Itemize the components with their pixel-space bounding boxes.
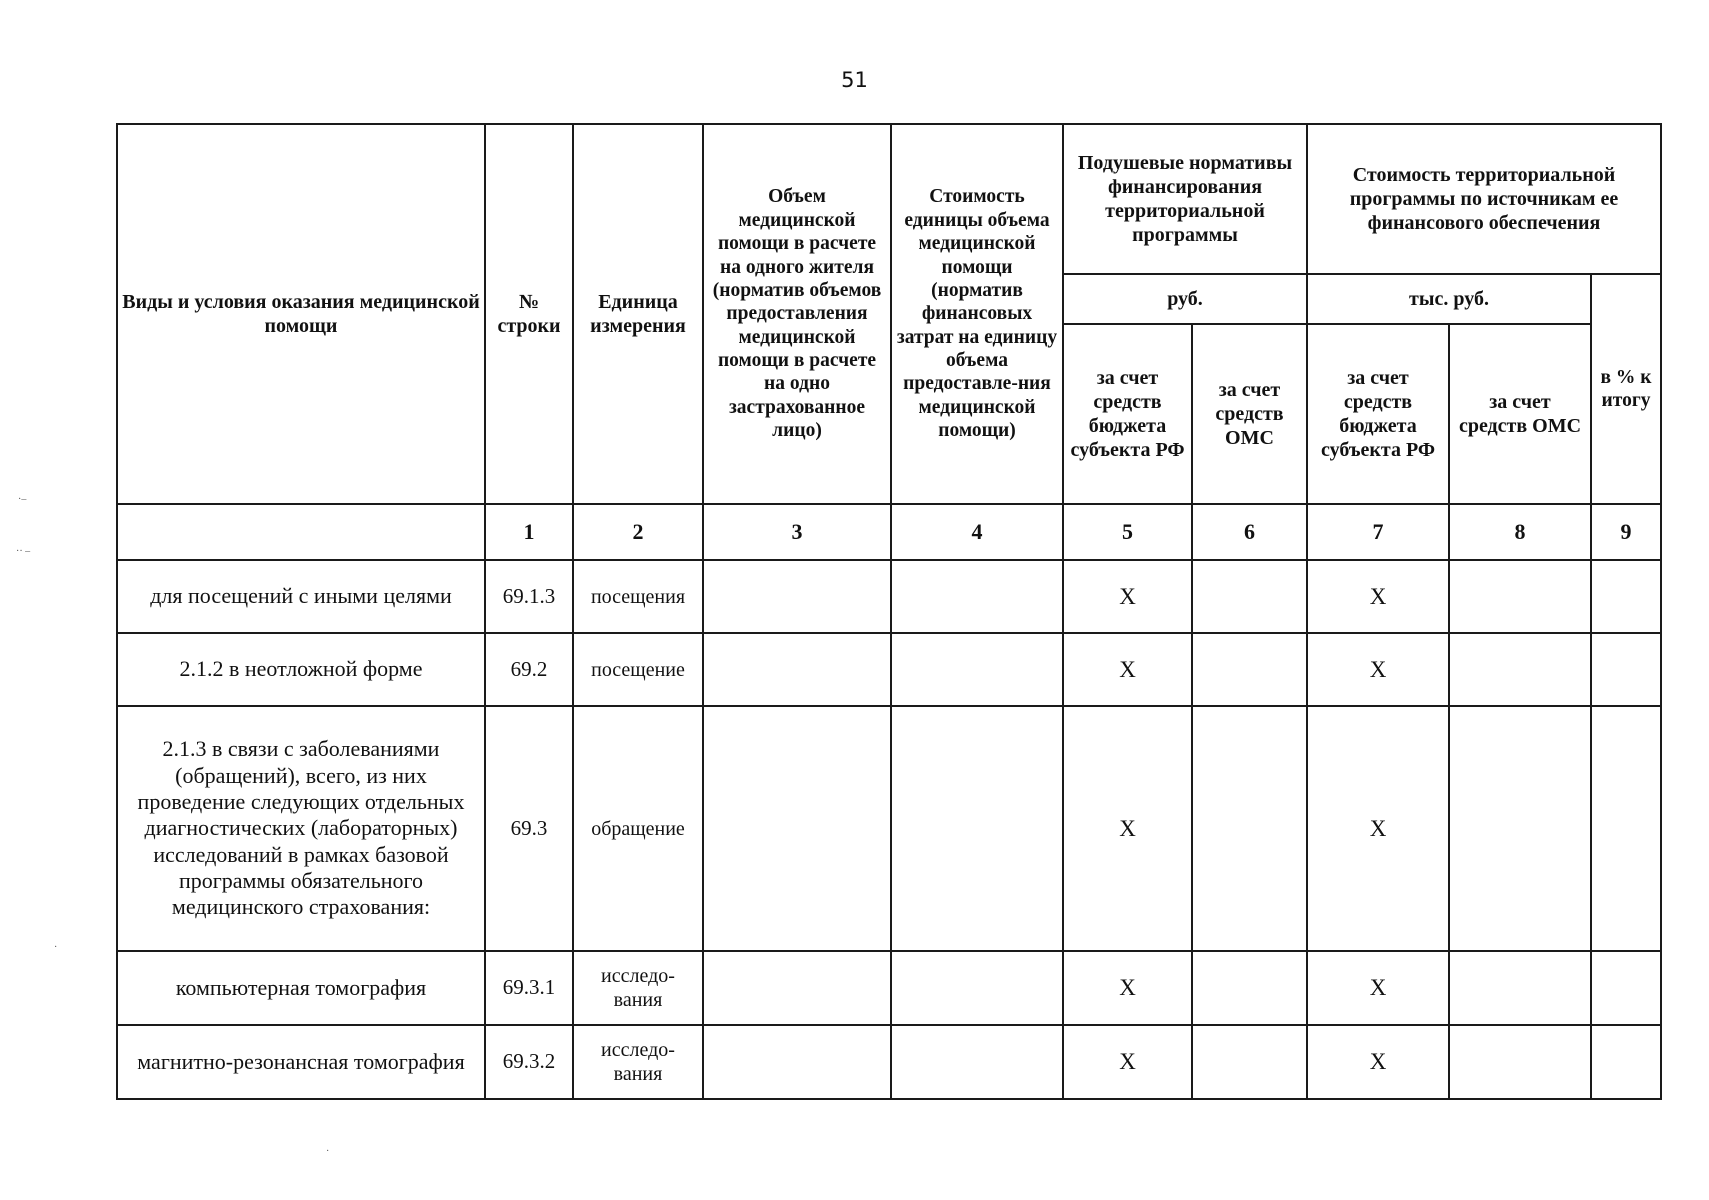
unit-cell: посещение bbox=[573, 633, 703, 706]
oms-rub-cell bbox=[1192, 951, 1307, 1025]
oms-thousand-cell bbox=[1449, 560, 1591, 633]
budget-thousand-cell: X bbox=[1307, 633, 1449, 706]
volume-cell bbox=[703, 1025, 891, 1099]
column-number: 7 bbox=[1307, 504, 1449, 560]
financing-table bbox=[116, 123, 1662, 1100]
percent-cell bbox=[1591, 1025, 1661, 1099]
row-number-cell: 69.2 bbox=[485, 633, 573, 706]
unit-cell: обращение bbox=[573, 706, 703, 951]
header-budget-subject: за счет средств бюджета субъекта РФ bbox=[1063, 324, 1192, 504]
budget-rub-cell: X bbox=[1063, 560, 1192, 633]
scan-speck: ·– bbox=[18, 494, 27, 505]
header-budget-subject-thousand: за счет средств бюджета субъекта РФ bbox=[1307, 324, 1449, 504]
care-type-cell: 2.1.3 в связи с заболеваниями (обращений), всего, из них проведение следующих отдельных диагностических (лабораторных) исследований в рамках базовой программы обязательного медицинского страхования: bbox=[117, 706, 485, 951]
oms-rub-cell bbox=[1192, 633, 1307, 706]
oms-rub-cell bbox=[1192, 560, 1307, 633]
header-per-capita-norms: Подушевые нормативы финансирования территориальной программы bbox=[1063, 124, 1307, 274]
budget-thousand-cell: X bbox=[1307, 560, 1449, 633]
column-numbers-row bbox=[117, 504, 1661, 560]
header-program-cost: Стоимость территориальной программы по источникам ее финансового обеспечения bbox=[1307, 124, 1661, 274]
budget-rub-cell: X bbox=[1063, 706, 1192, 951]
oms-thousand-cell bbox=[1449, 1025, 1591, 1099]
budget-rub-cell: X bbox=[1063, 951, 1192, 1025]
unit-cell: посещения bbox=[573, 560, 703, 633]
header-unit: Единица измерения bbox=[573, 124, 703, 504]
volume-cell bbox=[703, 560, 891, 633]
volume-cell bbox=[703, 633, 891, 706]
oms-rub-cell bbox=[1192, 706, 1307, 951]
unit-cell: исследо-вания bbox=[573, 951, 703, 1025]
cost-cell bbox=[891, 951, 1063, 1025]
row-number-cell: 69.3.2 bbox=[485, 1025, 573, 1099]
header-types-of-care: Виды и условия оказания медицинской помощи bbox=[117, 124, 485, 504]
table-row bbox=[117, 633, 1661, 706]
column-number: 1 bbox=[485, 504, 573, 560]
care-type-cell: для посещений с иными целями bbox=[117, 560, 485, 633]
cost-cell bbox=[891, 633, 1063, 706]
header-percent-total: в % к итогу bbox=[1591, 274, 1661, 504]
table-row bbox=[117, 706, 1661, 951]
header-oms-funds: за счет средств ОМС bbox=[1192, 324, 1307, 504]
header-row-1 bbox=[117, 124, 1661, 274]
cost-cell bbox=[891, 1025, 1063, 1099]
column-number: 5 bbox=[1063, 504, 1192, 560]
percent-cell bbox=[1591, 633, 1661, 706]
row-number-cell: 69.3 bbox=[485, 706, 573, 951]
column-number: 8 bbox=[1449, 504, 1591, 560]
budget-thousand-cell: X bbox=[1307, 706, 1449, 951]
unit-cell: исследо-вания bbox=[573, 1025, 703, 1099]
header-unit-thousand-rub: тыс. руб. bbox=[1307, 274, 1591, 324]
budget-thousand-cell: X bbox=[1307, 951, 1449, 1025]
column-number: 4 bbox=[891, 504, 1063, 560]
scan-speck: · bbox=[326, 1146, 330, 1157]
budget-rub-cell: X bbox=[1063, 633, 1192, 706]
oms-rub-cell bbox=[1192, 1025, 1307, 1099]
care-type-cell: магнитно-резонансная томография bbox=[117, 1025, 485, 1099]
volume-cell bbox=[703, 951, 891, 1025]
table-row bbox=[117, 1025, 1661, 1099]
page-number: 51 bbox=[841, 68, 868, 92]
scan-speck: · bbox=[54, 942, 58, 953]
row-number-cell: 69.1.3 bbox=[485, 560, 573, 633]
percent-cell bbox=[1591, 560, 1661, 633]
oms-thousand-cell bbox=[1449, 951, 1591, 1025]
header-row-number: № строки bbox=[485, 124, 573, 504]
table-row bbox=[117, 560, 1661, 633]
oms-thousand-cell bbox=[1449, 633, 1591, 706]
percent-cell bbox=[1591, 706, 1661, 951]
care-type-cell: 2.1.2 в неотложной форме bbox=[117, 633, 485, 706]
volume-cell bbox=[703, 706, 891, 951]
column-number: 9 bbox=[1591, 504, 1661, 560]
budget-rub-cell: X bbox=[1063, 1025, 1192, 1099]
percent-cell bbox=[1591, 951, 1661, 1025]
scan-speck: ·· – bbox=[16, 546, 31, 557]
header-volume: Объем медицинской помощи в расчете на одного жителя (норматив объемов предоставления медицинской помощи в расчете на одно застрахованное лицо) bbox=[703, 124, 891, 504]
budget-thousand-cell: X bbox=[1307, 1025, 1449, 1099]
column-number: 6 bbox=[1192, 504, 1307, 560]
cost-cell bbox=[891, 706, 1063, 951]
row-number-cell: 69.3.1 bbox=[485, 951, 573, 1025]
header-cost-per-unit: Стоимость единицы объема медицинской помощи (норматив финансовых затрат на единицу объема предоставле-ния медицинской помощи) bbox=[891, 124, 1063, 504]
oms-thousand-cell bbox=[1449, 706, 1591, 951]
column-number: 2 bbox=[573, 504, 703, 560]
cost-cell bbox=[891, 560, 1063, 633]
header-oms-funds-thousand: за счет средств ОМС bbox=[1449, 324, 1591, 504]
care-type-cell: компьютерная томография bbox=[117, 951, 485, 1025]
column-number: 3 bbox=[703, 504, 891, 560]
table-row bbox=[117, 951, 1661, 1025]
column-number-blank bbox=[117, 504, 485, 560]
header-unit-rub: руб. bbox=[1063, 274, 1307, 324]
